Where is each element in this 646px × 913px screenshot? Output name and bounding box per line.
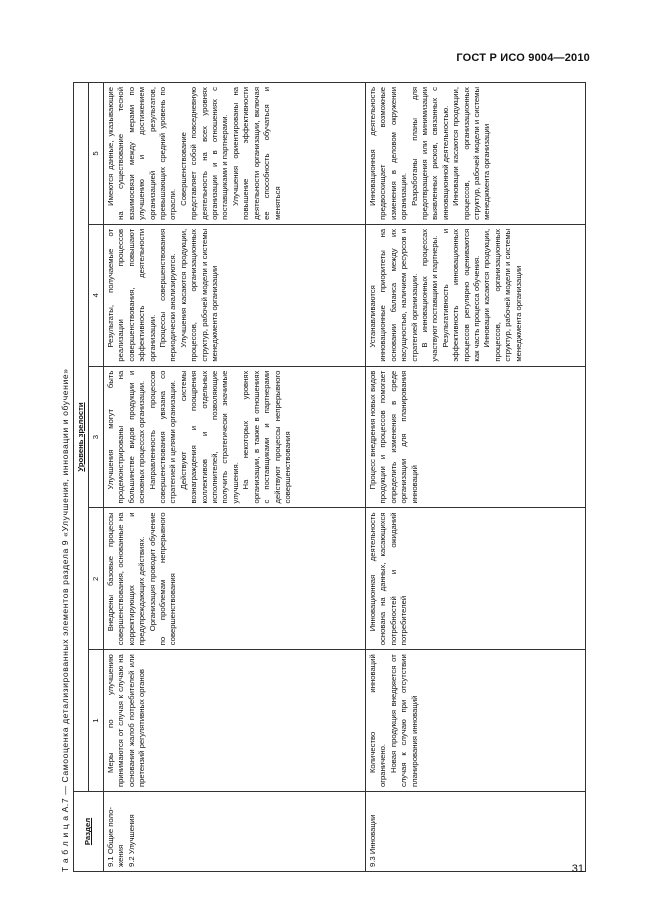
cell-section — [104, 792, 366, 872]
rotated-table-area — [60, 82, 588, 872]
cell-level-2 — [366, 508, 586, 650]
header-levels-title — [74, 83, 89, 792]
cell-paragraph: Совершенствование представляет собой повседневную деятельность на всех уровнях организации и в отношениях с поставщиками и партнерами. — [178, 87, 230, 220]
header-level-1: 1 — [89, 650, 104, 792]
section-title: 9.1 Общие поло-жения — [106, 807, 126, 867]
cell-paragraph: Процессы совершенствования периодически анализируются. — [158, 228, 178, 362]
cell-paragraph: Инновации касаются продукции, процессов, организационных структур, рабочей модели и системы менеджмента организации — [451, 87, 492, 220]
cell-paragraph: Инновации касаются продукции, процессов, организационных структур, рабочей модели и системы менеджмента организации — [482, 228, 523, 362]
cell-paragraph: Устанавливаются инновационные приоритеты на основании баланса между их насущностью, наличием ресурсов и стратегией организации. — [368, 228, 419, 362]
cell-paragraph: Улучшения касаются продукции, процессов, организационных структур, рабочей модели и системы менеджмента организации — [178, 228, 220, 362]
cell-level-5 — [366, 83, 586, 225]
cell-paragraph: Улучшения ориентированы на повышение эффективности деятельности организации, включая ее способность обучаться и меняться — [230, 87, 282, 220]
cell-section — [366, 792, 586, 872]
cell-paragraph: Результаты, получаемые от реализации процессов совершенствования, повышают эффективность деятельности организации. — [106, 228, 157, 362]
cell-paragraph: Направленность процессов совершенствования увязана со стратегией и целями организации. — [147, 370, 178, 504]
cell-level-4 — [366, 224, 586, 366]
cell-level-4 — [104, 224, 366, 366]
cell-level-2 — [104, 508, 366, 650]
cell-paragraph: Инновационная деятельность основана на данных, касающихся потребностей и ожиданий потребителей — [368, 512, 409, 646]
cell-paragraph: Процесс внедрения новых видов продукции и процессов помогает определить изменения в среде организации для планирования инноваций — [368, 370, 419, 504]
maturity-table — [73, 82, 586, 872]
cell-level-1 — [366, 650, 586, 792]
header-section-label: Раздел — [83, 817, 93, 846]
cell-paragraph: На некоторых уровнях организации, в также в отношениях с поставщиками и партнерами действуют процессы непрерывного совершенствования — [241, 370, 292, 504]
header-level-5: 5 — [89, 83, 104, 225]
header-section — [74, 792, 104, 872]
cell-paragraph: Разработаны планы для предотвращения или минимизации выявленных рисков, связанных с инновационной деятельностью. — [409, 87, 450, 220]
table-row-improvements — [104, 83, 366, 872]
cell-level-1 — [104, 650, 366, 792]
cell-paragraph: Улучшения могут быть продемонстрированы на большинстве видов продукции и основных процессах организации. — [106, 370, 147, 504]
page-header: ГОСТ Р ИСО 9004—2010 — [456, 52, 590, 64]
section-title: 9.3 Инновации — [368, 814, 377, 867]
cell-level-3 — [366, 366, 586, 508]
cell-paragraph: Внедрены базовые процессы совершенствования, основанные на корректирующих и предупреждающих действиях. — [106, 512, 147, 646]
header-level-4: 4 — [89, 224, 104, 366]
header-level-3: 3 — [89, 366, 104, 508]
table-caption: Т а б л и ц а А.7 — Самооценка детализированных элементов раздела 9 «Улучшения, инновации и обучение» — [60, 368, 70, 872]
rotated-content — [60, 82, 588, 872]
table-header-row — [74, 83, 89, 872]
cell-level-3 — [104, 366, 366, 508]
cell-paragraph: Новая продукция внедряется от случая к случаю при отсутствии планирования инноваций — [388, 654, 419, 788]
section-title: 9.2 Улучшения — [126, 814, 136, 867]
table-subheader-row — [89, 83, 104, 872]
cell-paragraph: Организация проводит обучение по проблемам непрерывного совершенствования — [147, 512, 178, 646]
cell-paragraph: Количество инноваций ограничено. — [368, 654, 388, 788]
cell-paragraph: Результативность и эффективность инновационных процессов регулярно оцениваются как часть процесса обучения. — [440, 228, 482, 362]
cell-paragraph: Меры по улучшению принимаются от случая к случаю на основании жалоб потребителей или претензий регулятивных органов — [106, 654, 147, 788]
page-number: 31 — [571, 863, 584, 875]
header-levels-label: Уровень зрелости — [75, 402, 85, 472]
table-row-innovations — [366, 83, 586, 872]
header-level-2: 2 — [89, 508, 104, 650]
cell-paragraph: Действуют системы вознаграждения и поощрения коллективов и отдельных исполнителей, позволяющие получить стратегически значимые улучшения. — [178, 370, 240, 504]
cell-paragraph: Имеются данные, указывающие на существование тесной взаимосвязи между мерами по улучшению и достижением организацией результатов, превышающих средний уровень по отрасли. — [106, 87, 178, 220]
cell-paragraph: Инновационная деятельность предвосхищает возможные изменения в деловом окружении организации. — [368, 87, 409, 220]
cell-level-5 — [104, 83, 366, 225]
cell-paragraph: В инновационных процессах участвуют поставщики и партнеры. — [420, 228, 440, 362]
